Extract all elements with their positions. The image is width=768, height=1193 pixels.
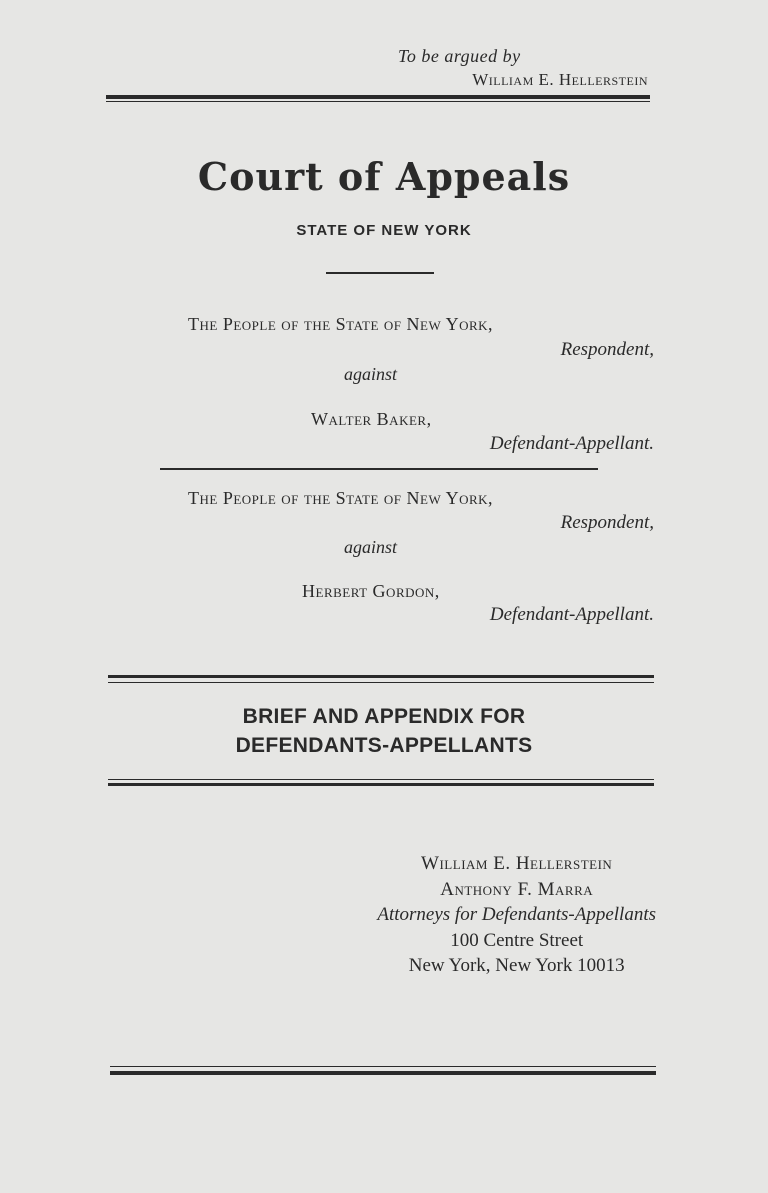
- brief-bottom-rule-thin: [108, 779, 654, 780]
- attorney-name-2: Anthony F. Marra: [440, 878, 594, 900]
- attorneys-role: Attorneys for Defendants-Appellants: [377, 904, 656, 925]
- case2-plaintiff-role: Respondent,: [560, 512, 654, 533]
- argued-by-label: To be argued by: [398, 46, 521, 66]
- case1-against: against: [344, 364, 398, 384]
- brief-title-line1: BRIEF AND APPENDIX FOR: [242, 705, 526, 728]
- case1-defendant-role: Defendant-Appellant.: [489, 433, 654, 454]
- brief-title: [0, 702, 768, 760]
- state-name: STATE OF NEW YORK: [296, 222, 472, 239]
- brief-title-line2: DEFENDANTS-APPELLANTS: [235, 734, 533, 757]
- arguing-attorney-name: William E. Hellerstein: [472, 70, 648, 89]
- header-rule-thick: [106, 95, 650, 99]
- case2-plaintiff: The People of the State of New York,: [188, 488, 494, 508]
- case1-plaintiff: The People of the State of New York,: [188, 314, 494, 334]
- address-line-2: New York, New York 10013: [408, 955, 625, 976]
- case2-defendant-role: Defendant-Appellant.: [489, 604, 654, 625]
- case2-against: against: [344, 537, 398, 557]
- case1-defendant: Walter Baker,: [311, 409, 432, 429]
- short-divider: [326, 272, 434, 274]
- address-line-1: 100 Centre Street: [450, 929, 584, 951]
- attorney-name-1: William E. Hellerstein: [421, 853, 613, 874]
- brief-top-rule-thin: [108, 682, 654, 683]
- court-title: Court of Appeals: [197, 154, 571, 199]
- header-rule-thin: [106, 101, 650, 102]
- brief-bottom-rule-thick: [108, 783, 654, 786]
- brief-top-rule-thick: [108, 675, 654, 678]
- case2-defendant: Herbert Gordon,: [302, 581, 440, 601]
- case-separator: [160, 468, 598, 470]
- attorneys-block: [377, 851, 656, 979]
- case1-plaintiff-role: Respondent,: [560, 339, 654, 360]
- footer-rule-thick: [110, 1071, 656, 1075]
- footer-rule-thin: [110, 1066, 656, 1067]
